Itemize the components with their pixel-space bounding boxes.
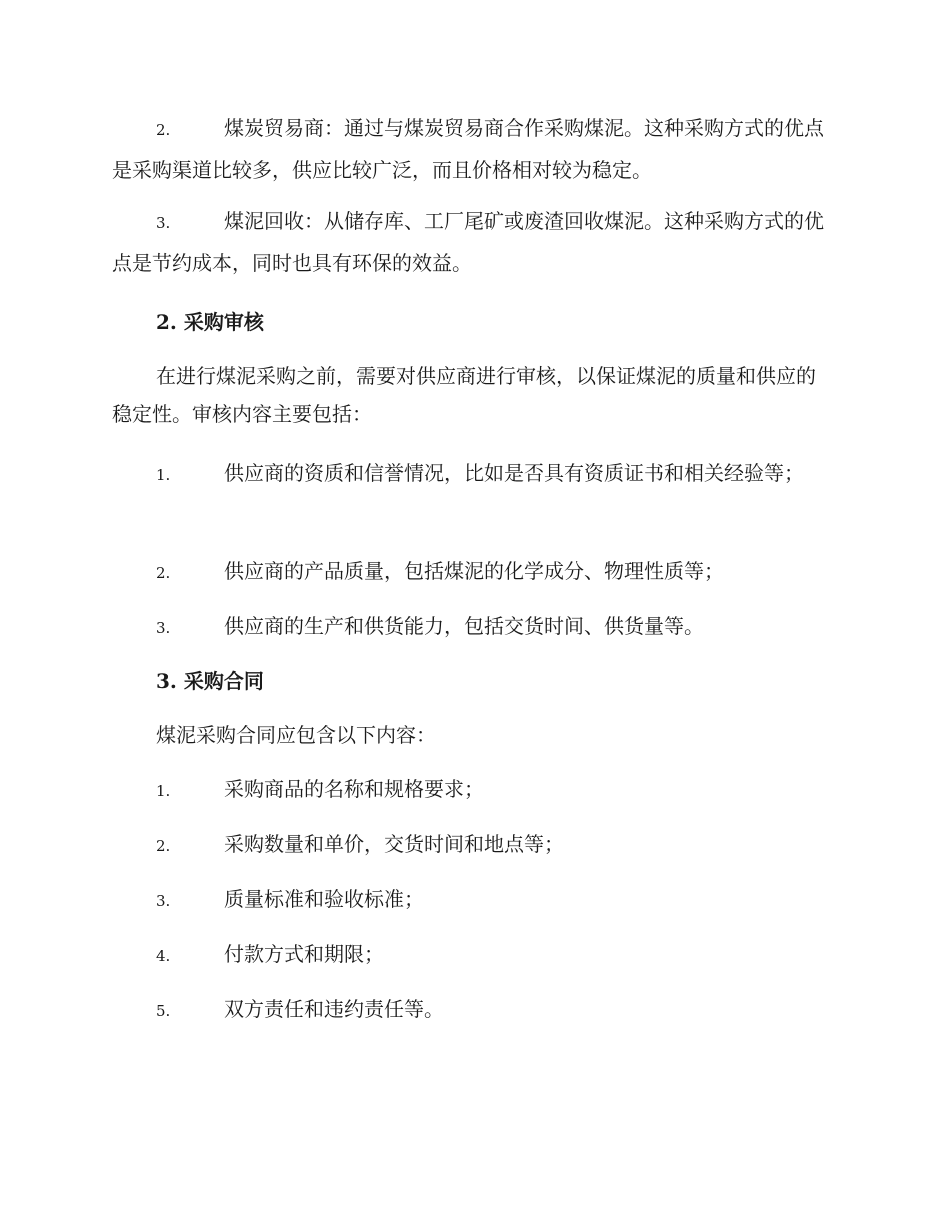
- list-item: [112, 934, 834, 976]
- list-number: 1.: [156, 782, 171, 800]
- list-text: 煤炭贸易商：通过与煤炭贸易商合作采购煤泥。这种采购方式的优点是采购渠道比较多，供应比较广泛，而且价格相对较为稳定。: [112, 116, 824, 182]
- section-heading-contract: 3. 采购合同: [156, 669, 264, 693]
- list-item: [112, 769, 834, 811]
- list-number: 2.: [156, 837, 171, 855]
- list-item: [112, 551, 834, 593]
- list-item: [112, 606, 834, 648]
- list-text: 双方责任和违约责任等。: [224, 997, 444, 1021]
- list-number: 3.: [156, 619, 171, 637]
- section-intro-paragraph: 煤泥采购合同应包含以下内容：: [156, 723, 436, 747]
- list-number: 5.: [156, 1002, 171, 1020]
- list-text: 采购商品的名称和规格要求；: [224, 777, 484, 801]
- list-number: 3.: [156, 892, 171, 910]
- list-item: [112, 453, 834, 495]
- list-number: 1.: [156, 466, 171, 484]
- list-number: 3.: [156, 214, 171, 232]
- list-text: 供应商的资质和信誉情况，比如是否具有资质证书和相关经验等；: [224, 461, 804, 485]
- list-number: 4.: [156, 947, 171, 965]
- list-number: 2.: [156, 121, 171, 139]
- list-text: 质量标准和验收标准；: [224, 887, 424, 911]
- list-text: 供应商的生产和供货能力，包括交货时间、供货量等。: [224, 614, 704, 638]
- list-item: [112, 824, 834, 866]
- list-item: [112, 108, 834, 190]
- section-heading-review: 2. 采购审核: [156, 310, 264, 334]
- list-text: 供应商的产品质量，包括煤泥的化学成分、物理性质等；: [224, 559, 724, 583]
- list-item: [112, 879, 834, 921]
- list-item: [112, 989, 834, 1031]
- list-text: 付款方式和期限；: [224, 942, 384, 966]
- list-item: [112, 201, 834, 283]
- section-intro-paragraph: 在进行煤泥采购之前，需要对供应商进行审核，以保证煤泥的质量和供应的稳定性。审核内容主要包括：: [112, 364, 816, 426]
- list-text: 煤泥回收：从储存库、工厂尾矿或废渣回收煤泥。这种采购方式的优点是节约成本，同时也具有环保的效益。: [112, 209, 824, 275]
- list-text: 采购数量和单价，交货时间和地点等；: [224, 832, 564, 856]
- list-number: 2.: [156, 564, 171, 582]
